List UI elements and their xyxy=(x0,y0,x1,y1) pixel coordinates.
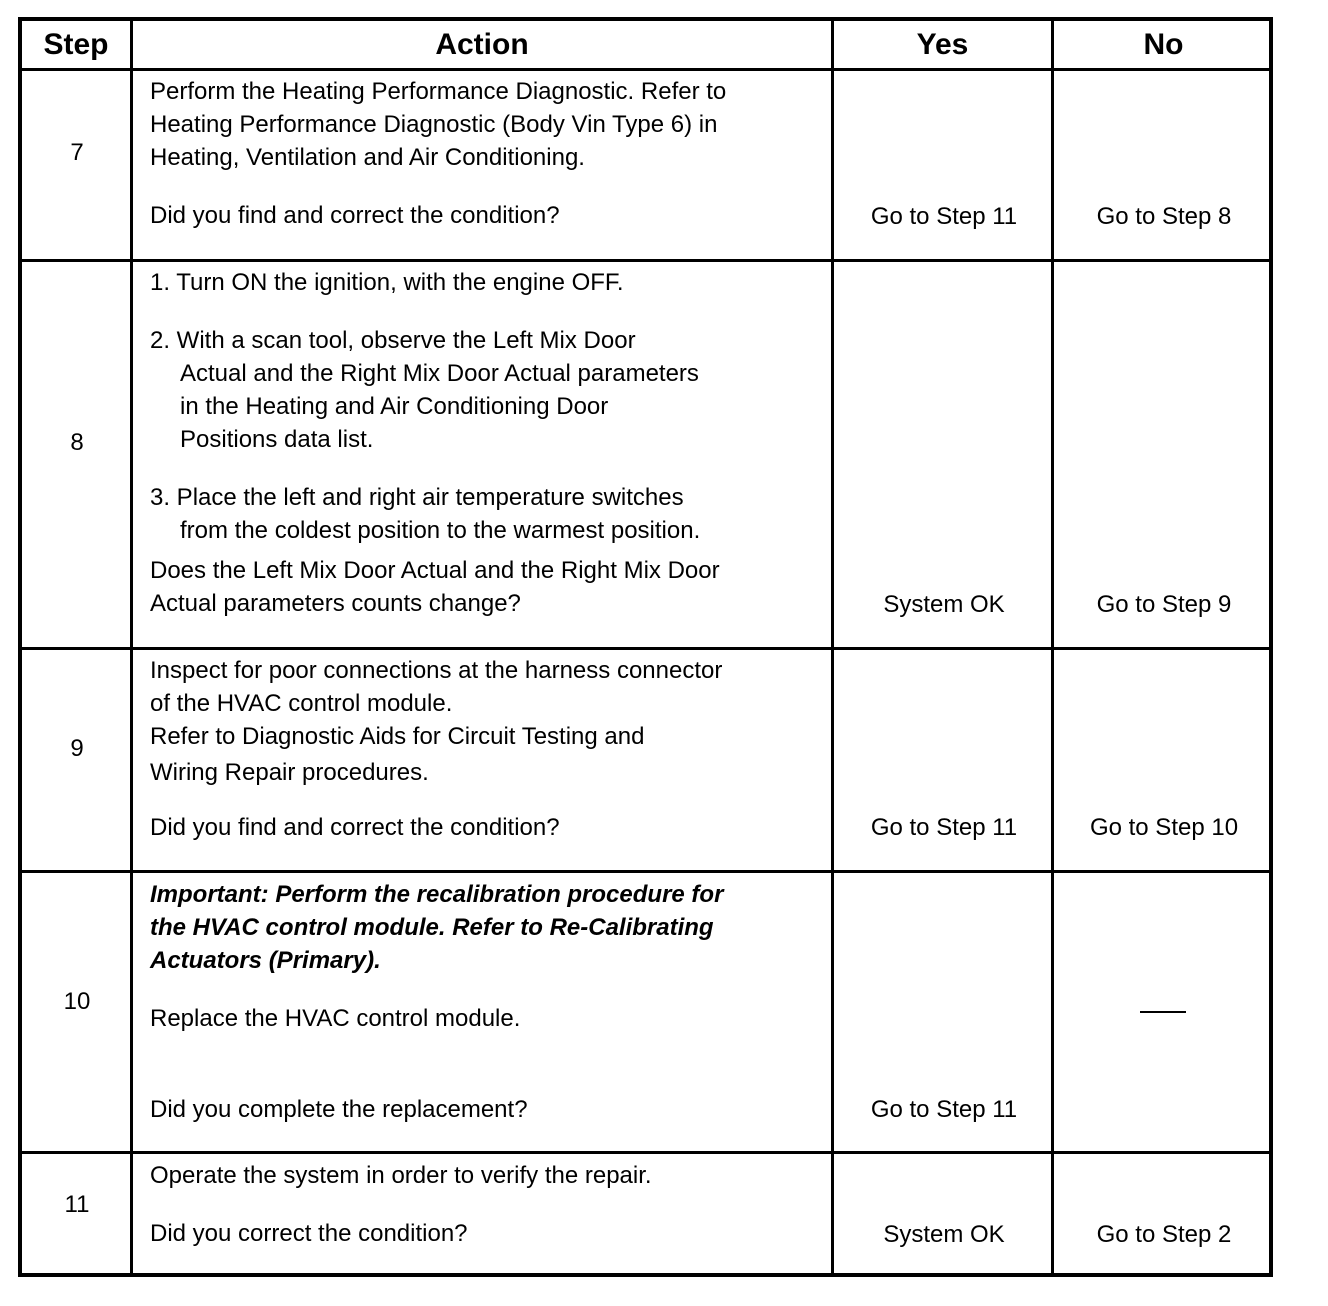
row-divider xyxy=(22,259,1269,262)
action-text: Replace the HVAC control module. xyxy=(150,1005,521,1032)
yes-result: System OK xyxy=(883,1221,1005,1248)
step-number: 8 xyxy=(70,429,84,456)
diagnostic-table xyxy=(18,17,1273,1277)
no-result: Go to Step 10 xyxy=(1089,814,1239,841)
no-result: Go to Step 2 xyxy=(1096,1221,1232,1248)
step-number: 7 xyxy=(70,139,84,166)
yes-result: Go to Step 11 xyxy=(870,203,1018,230)
action-question: Did you find and correct the condition? xyxy=(150,814,560,841)
header-action: Action xyxy=(435,28,529,61)
action-text: Inspect for poor connections at the harness connector of the HVAC control module. Refer to Diagnostic Aids for Circuit Testing and Wiring Repair procedures. xyxy=(150,657,723,786)
important-note: Important: Perform the recalibration procedure for the HVAC control module. Refer to Re-Calibrating Actuators (Primary). xyxy=(150,881,724,974)
row-divider xyxy=(22,870,1269,873)
yes-result: Go to Step 11 xyxy=(870,814,1018,841)
action-text: 1. Turn ON the ignition, with the engine OFF. 2. With a scan tool, observe the Left Mix Door Actual and the Right Mix Door Actual parameters in the Heating and Air Conditioning Door Positions data list. 3. Place the left and right air temperature switches from the coldest position to the warmest position. xyxy=(150,269,701,544)
no-result-dash xyxy=(1140,1011,1186,1013)
no-result: Go to Step 9 xyxy=(1096,591,1232,618)
step-number: 11 xyxy=(64,1191,90,1218)
action-text: Perform the Heating Performance Diagnostic. Refer to Heating Performance Diagnostic (Body Vin Type 6) in Heating, Ventilation and Air Conditioning. xyxy=(150,78,727,171)
action-text: Operate the system in order to verify the repair. xyxy=(150,1162,652,1189)
no-result: Go to Step 8 xyxy=(1096,203,1232,230)
action-question: Did you complete the replacement? xyxy=(150,1096,528,1123)
action-question: Did you correct the condition? xyxy=(150,1220,468,1247)
yes-result: System OK xyxy=(883,591,1005,618)
action-question: Did you find and correct the condition? xyxy=(150,202,560,229)
step-number: 9 xyxy=(70,735,84,762)
row-divider xyxy=(22,647,1269,650)
row-divider xyxy=(22,1151,1269,1154)
step-number: 10 xyxy=(63,988,91,1015)
yes-result: Go to Step 11 xyxy=(870,1096,1018,1123)
header-no: No xyxy=(1143,28,1184,61)
header-yes: Yes xyxy=(916,28,969,61)
header-step: Step xyxy=(43,28,109,61)
action-question: Does the Left Mix Door Actual and the Right Mix Door Actual parameters counts change? xyxy=(150,557,720,617)
